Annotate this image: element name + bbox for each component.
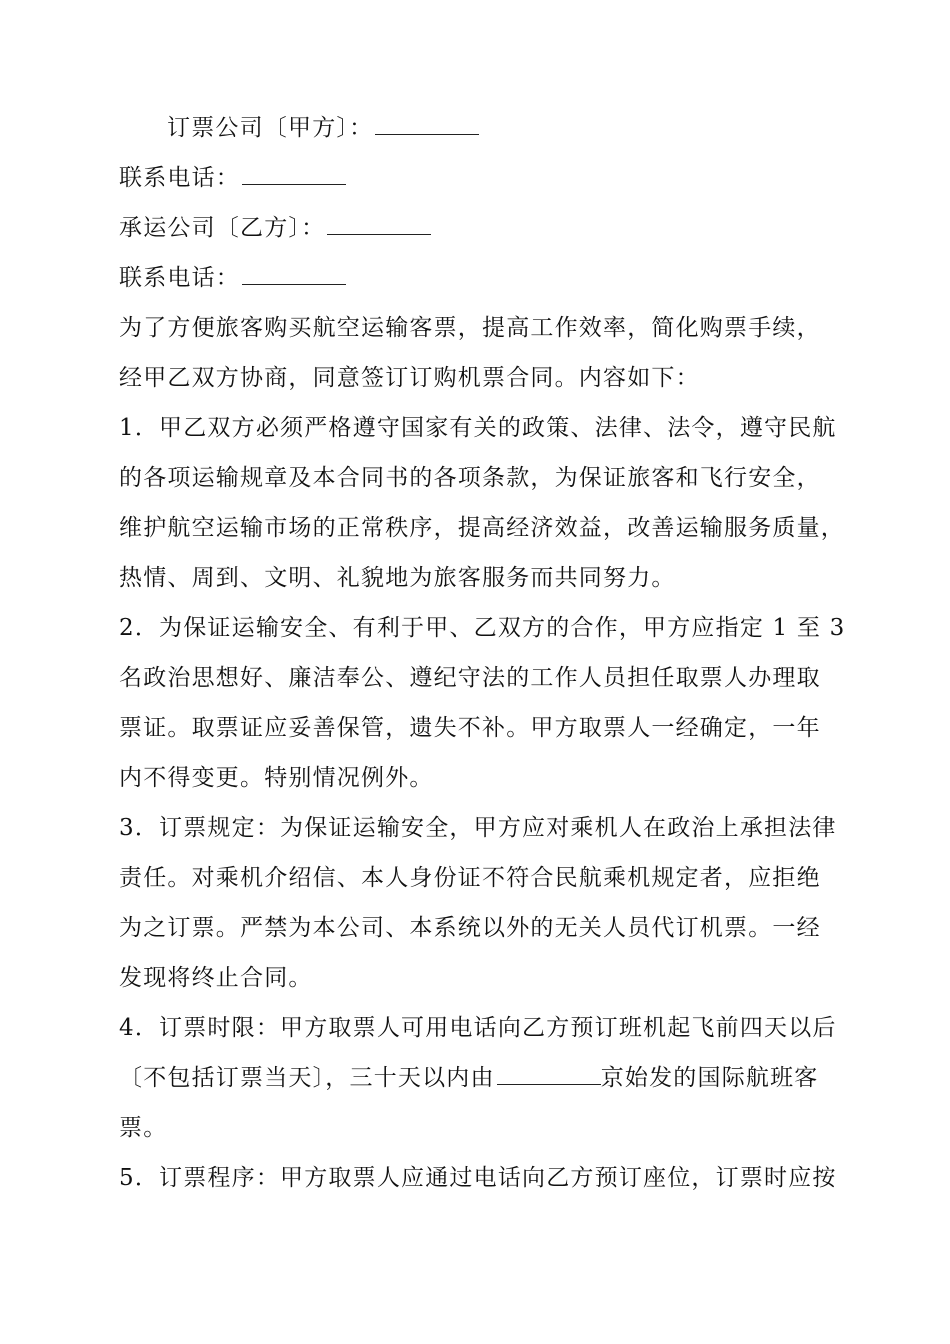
clause-1-line: 维护航空运输市场的正常秩序，提高经济效益，改善运输服务质量， xyxy=(119,515,845,541)
party-b-blank xyxy=(327,214,431,235)
clause-3-line: 发现将终止合同。 xyxy=(119,965,313,991)
clause-2-line: 名政治思想好、廉洁奉公、遵纪守法的工作人员担任取票人办理取 xyxy=(119,665,821,691)
clause-3-line: 3．订票规定：为保证运输安全，甲方应对乘机人在政治上承担法律 xyxy=(119,815,837,841)
party-b-label: 承运公司〔乙方〕： xyxy=(119,215,326,241)
party-a-blank xyxy=(375,114,479,135)
clause-4-text-after-blank: 京始发的国际航班客 xyxy=(600,1065,819,1091)
clause-3-line: 为之订票。严禁为本公司、本系统以外的无关人员代订机票。一经 xyxy=(119,915,821,941)
clause-2-line: 内不得变更。特别情况例外。 xyxy=(119,765,434,791)
phone-b-label: 联系电话： xyxy=(119,265,240,291)
phone-a-blank xyxy=(242,164,346,185)
phone-a-line xyxy=(119,161,346,195)
clause-2-line: 2．为保证运输安全、有利于甲、乙双方的合作，甲方应指定 1 至 3 xyxy=(119,615,846,641)
clause-1-line: 的各项运输规章及本合同书的各项条款，为保证旅客和飞行安全， xyxy=(119,465,821,491)
phone-b-blank xyxy=(242,264,346,285)
party-b-line xyxy=(119,211,431,245)
intro-line: 为了方便旅客购买航空运输客票，提高工作效率，简化购票手续， xyxy=(119,315,821,341)
intro-line: 经甲乙双方协商，同意签订订购机票合同。内容如下： xyxy=(119,365,700,391)
clause-4-line: 4．订票时限：甲方取票人可用电话向乙方预订班机起飞前四天以后 xyxy=(119,1015,837,1041)
clause-4-line xyxy=(119,1061,819,1095)
party-a-label: 订票公司〔甲方〕： xyxy=(167,115,374,141)
clause-1-line: 1．甲乙双方必须严格遵守国家有关的政策、法律、法令，遵守民航 xyxy=(119,415,837,441)
clause-2-line: 票证。取票证应妥善保管，遗失不补。甲方取票人一经确定，一年 xyxy=(119,715,821,741)
clause-4-line: 票。 xyxy=(119,1115,168,1141)
clause-3-line: 责任。对乘机介绍信、本人身份证不符合民航乘机规定者，应拒绝 xyxy=(119,865,821,891)
clause-1-line: 热情、周到、文明、礼貌地为旅客服务而共同努力。 xyxy=(119,565,676,591)
party-a-line xyxy=(167,111,479,145)
city-blank xyxy=(497,1064,601,1085)
clause-5-line: 5．订票程序：甲方取票人应通过电话向乙方预订座位，订票时应按 xyxy=(119,1165,837,1191)
clause-4-text-before-blank: 〔不包括订票当天〕，三十天以内由 xyxy=(119,1065,495,1091)
phone-a-label: 联系电话： xyxy=(119,165,240,191)
phone-b-line xyxy=(119,261,346,295)
